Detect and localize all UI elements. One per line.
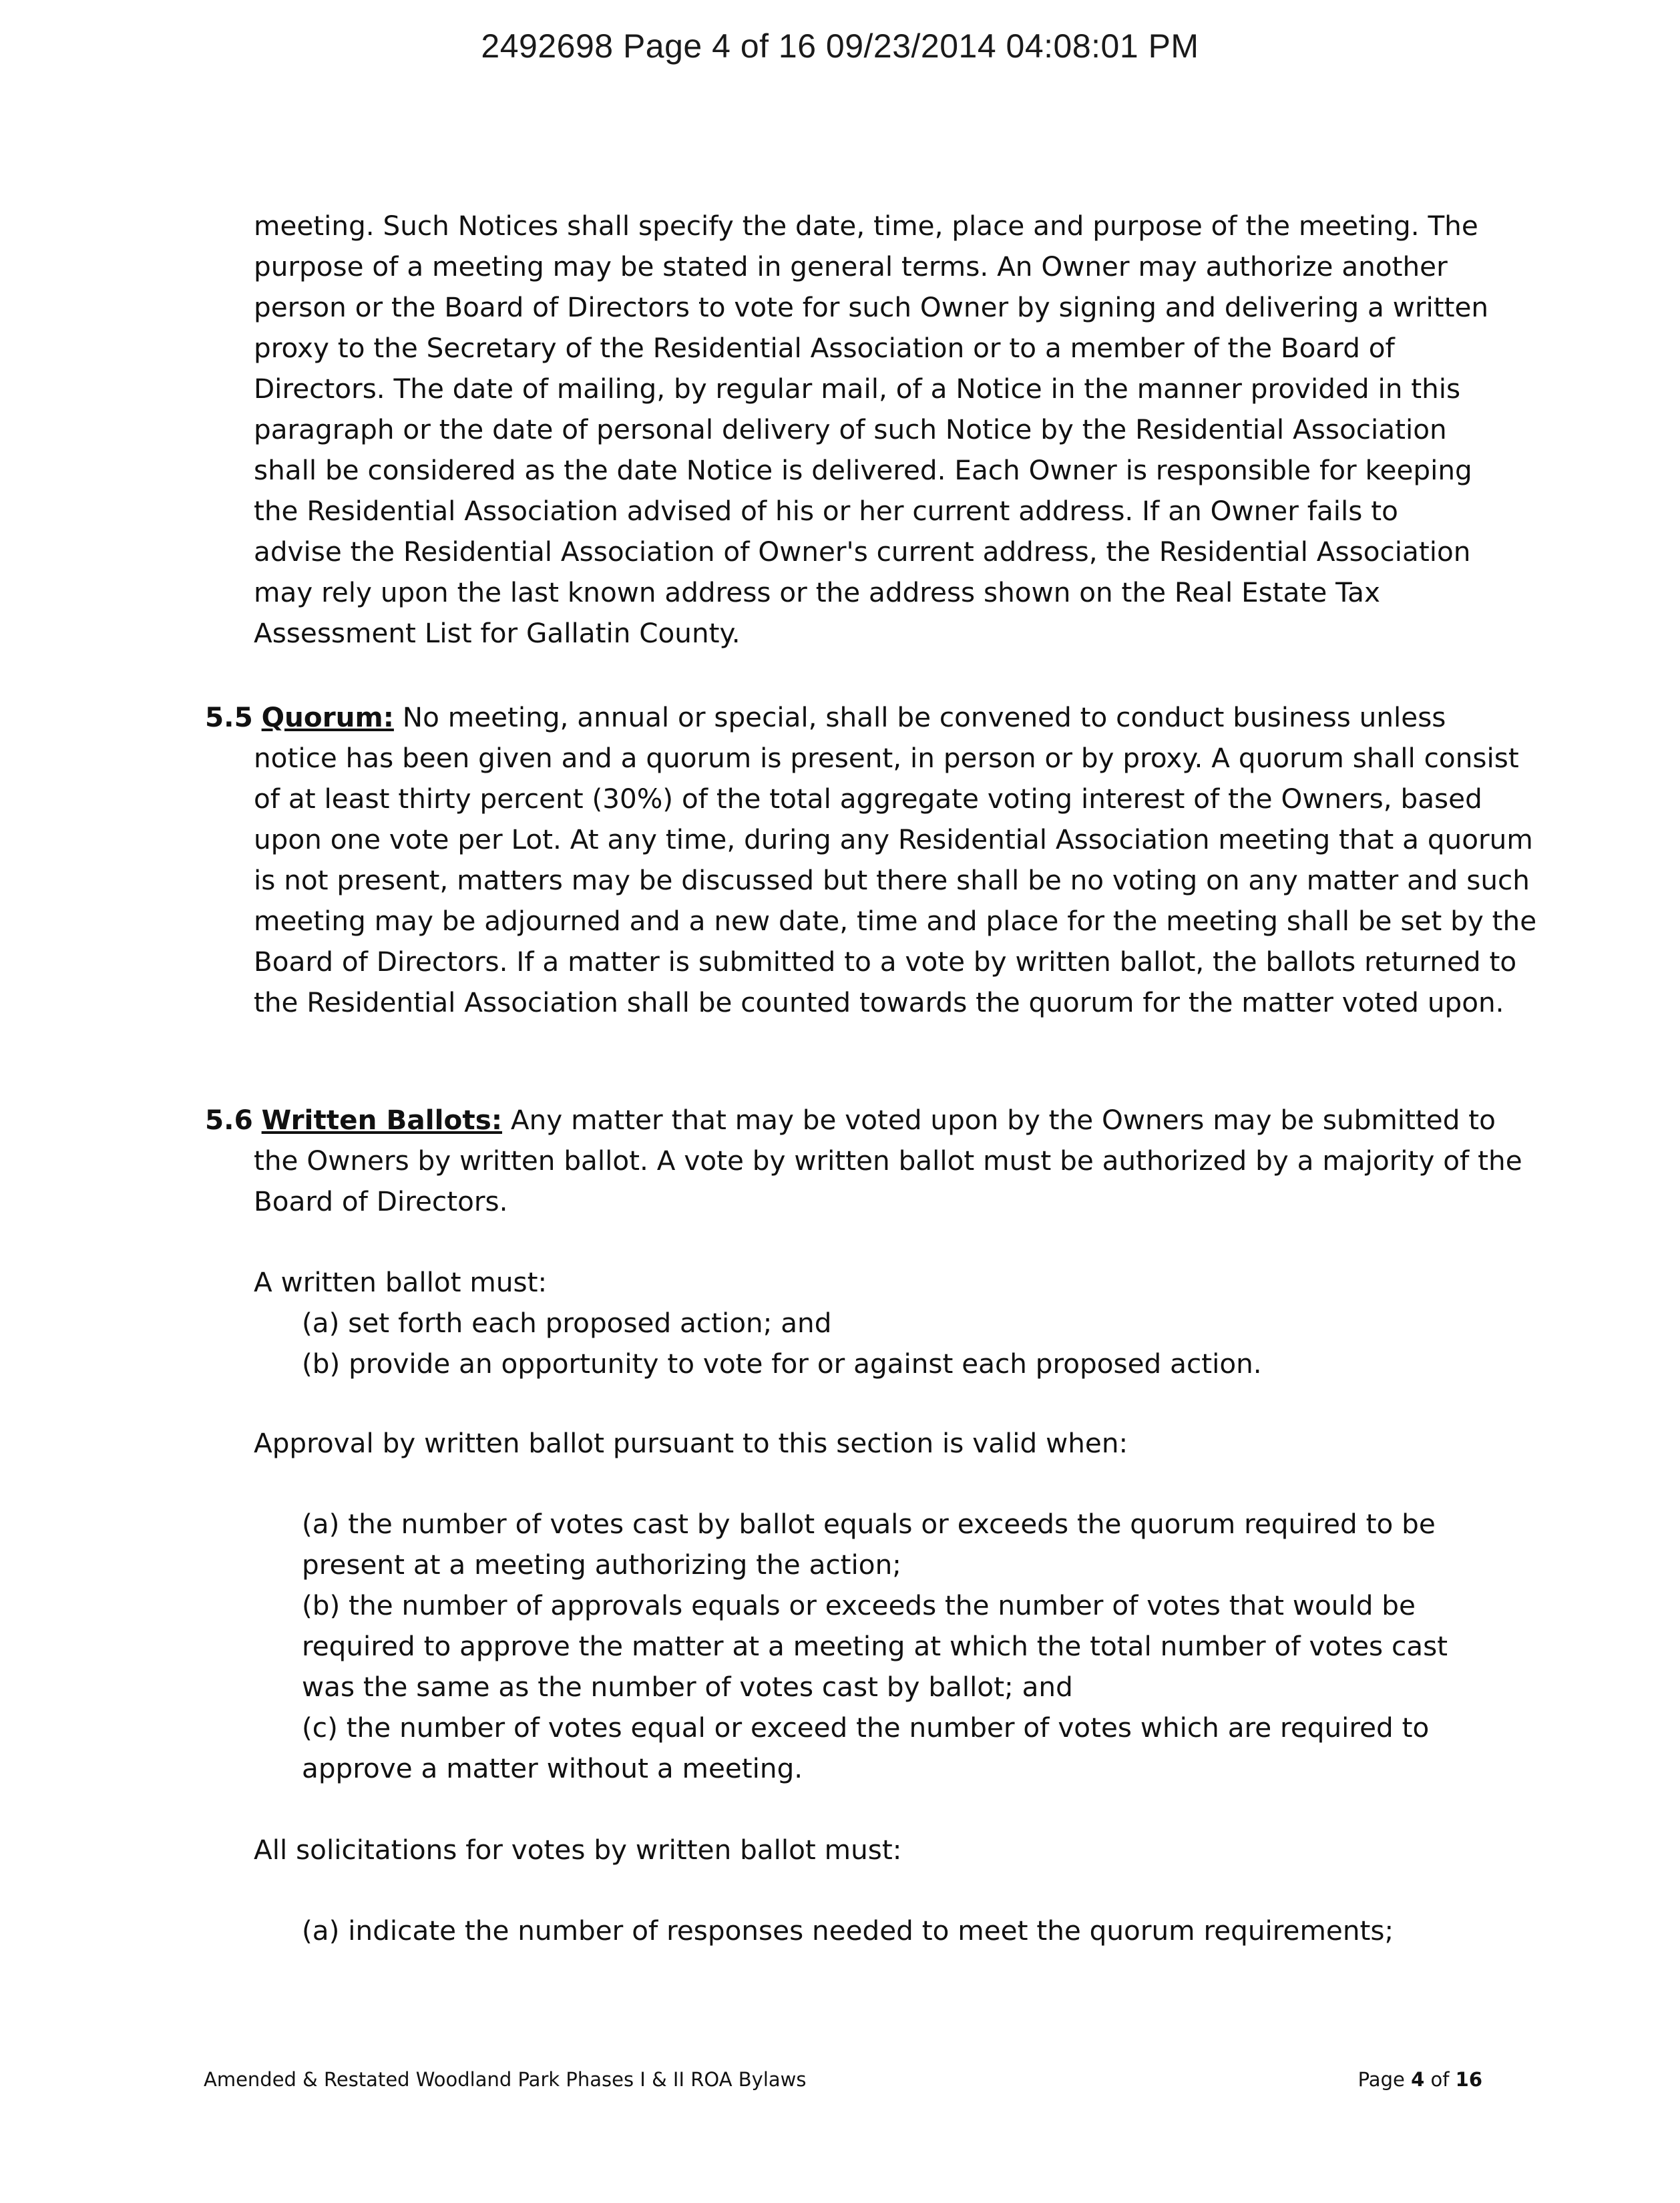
approval-item-a bbox=[302, 1504, 1490, 1585]
section-5-5-text: No meeting, annual or special, shall be convened to conduct business unless notice has been given and a quorum is present, in person or by proxy. A quorum shall consist of at least thirty percent (30%) of the total aggregate voting interest of the Owners, based upon one vote per Lot. At any time, during any Residential Association meeting that a quorum is not present, matters may be discussed but there shall be no voting on any matter and such meeting may be adjourned and a new date, time and place for the meeting shall be set by the Board of Directors. If a matter is submitted to a vote by written ballot, the ballots returned to the Residential Association shall be counted towards the quorum for the matter voted upon. bbox=[254, 701, 1537, 1018]
section-5-6-number: 5.6 bbox=[205, 1104, 253, 1136]
recording-stamp: 2492698 Page 4 of 16 09/23/2014 04:08:01 PM bbox=[481, 27, 1199, 65]
approval-item-c bbox=[302, 1708, 1490, 1789]
solicit-item-a-text: (a) indicate the number of responses needed to meet the quorum requirements; bbox=[302, 1915, 1394, 1947]
approval-item-b bbox=[302, 1585, 1490, 1708]
ballot-item-a bbox=[302, 1303, 1490, 1344]
ballot-item-a-text: (a) set forth each proposed action; and bbox=[302, 1307, 832, 1339]
approval-item-a-text: (a) the number of votes cast by ballot equals or exceeds the quorum required to be present at a meeting authorizing the action; bbox=[302, 1508, 1436, 1581]
section-5-5-number: 5.5 bbox=[205, 701, 253, 733]
footer-document-title: Amended & Restated Woodland Park Phases I & II ROA Bylaws bbox=[204, 2068, 807, 2091]
ballot-intro bbox=[254, 1262, 1489, 1303]
solicit-intro-text: All solicitations for votes by written ballot must: bbox=[254, 1834, 902, 1866]
continuation-paragraph bbox=[254, 206, 1489, 654]
section-5-5 bbox=[205, 697, 1538, 1023]
solicit-intro bbox=[254, 1830, 1489, 1870]
section-5-6-title: Written Ballots: bbox=[261, 1104, 503, 1136]
footer-page-prefix: Page bbox=[1357, 2068, 1412, 2091]
approval-item-b-text: (b) the number of approvals equals or exceeds the number of votes that would be required to approve the matter at a meeting at which the total number of votes cast was the same as the number of votes cast by ballot; and bbox=[302, 1589, 1448, 1703]
footer-page-of: of bbox=[1424, 2068, 1456, 2091]
footer-page-total: 16 bbox=[1455, 2068, 1482, 2091]
footer-page-number bbox=[1358, 2068, 1482, 2091]
ballot-item-b bbox=[302, 1344, 1490, 1384]
footer-page-current: 4 bbox=[1411, 2068, 1425, 2091]
approval-intro bbox=[254, 1423, 1489, 1464]
approval-item-c-text: (c) the number of votes equal or exceed the number of votes which are required to approve a matter without a meeting. bbox=[302, 1712, 1430, 1784]
section-5-6 bbox=[205, 1100, 1538, 1222]
continuation-text: meeting. Such Notices shall specify the date, time, place and purpose of the meeting. The purpose of a meeting may be stated in general terms. An Owner may authorize another person or the Board of Directors to vote for such Owner by signing and delivering a written proxy to the Secretary of the Residential Association or to a member of the Board of Directors. The date of mailing, by regular mail, of a Notice in the manner provided in this paragraph or the date of personal delivery of such Notice by the Residential Association shall be considered as the date Notice is delivered. Each Owner is responsible for keeping the Residential Association advised of his or her current address. If an Owner fails to advise the Residential Association of Owner's current address, the Residential Association may rely upon the last known address or the address shown on the Real Estate Tax Assessment List for Gallatin County. bbox=[254, 210, 1489, 649]
section-5-6-text: Any matter that may be voted upon by the Owners may be submitted to the Owners by written ballot. A vote by written ballot must be authorized by a majority of the Board of Directors. bbox=[254, 1104, 1522, 1217]
section-5-5-title: Quorum: bbox=[261, 701, 394, 733]
approval-intro-text: Approval by written ballot pursuant to this section is valid when: bbox=[254, 1427, 1128, 1459]
ballot-intro-text: A written ballot must: bbox=[254, 1266, 548, 1298]
solicit-item-a bbox=[302, 1911, 1490, 1951]
ballot-item-b-text: (b) provide an opportunity to vote for or against each proposed action. bbox=[302, 1348, 1262, 1380]
